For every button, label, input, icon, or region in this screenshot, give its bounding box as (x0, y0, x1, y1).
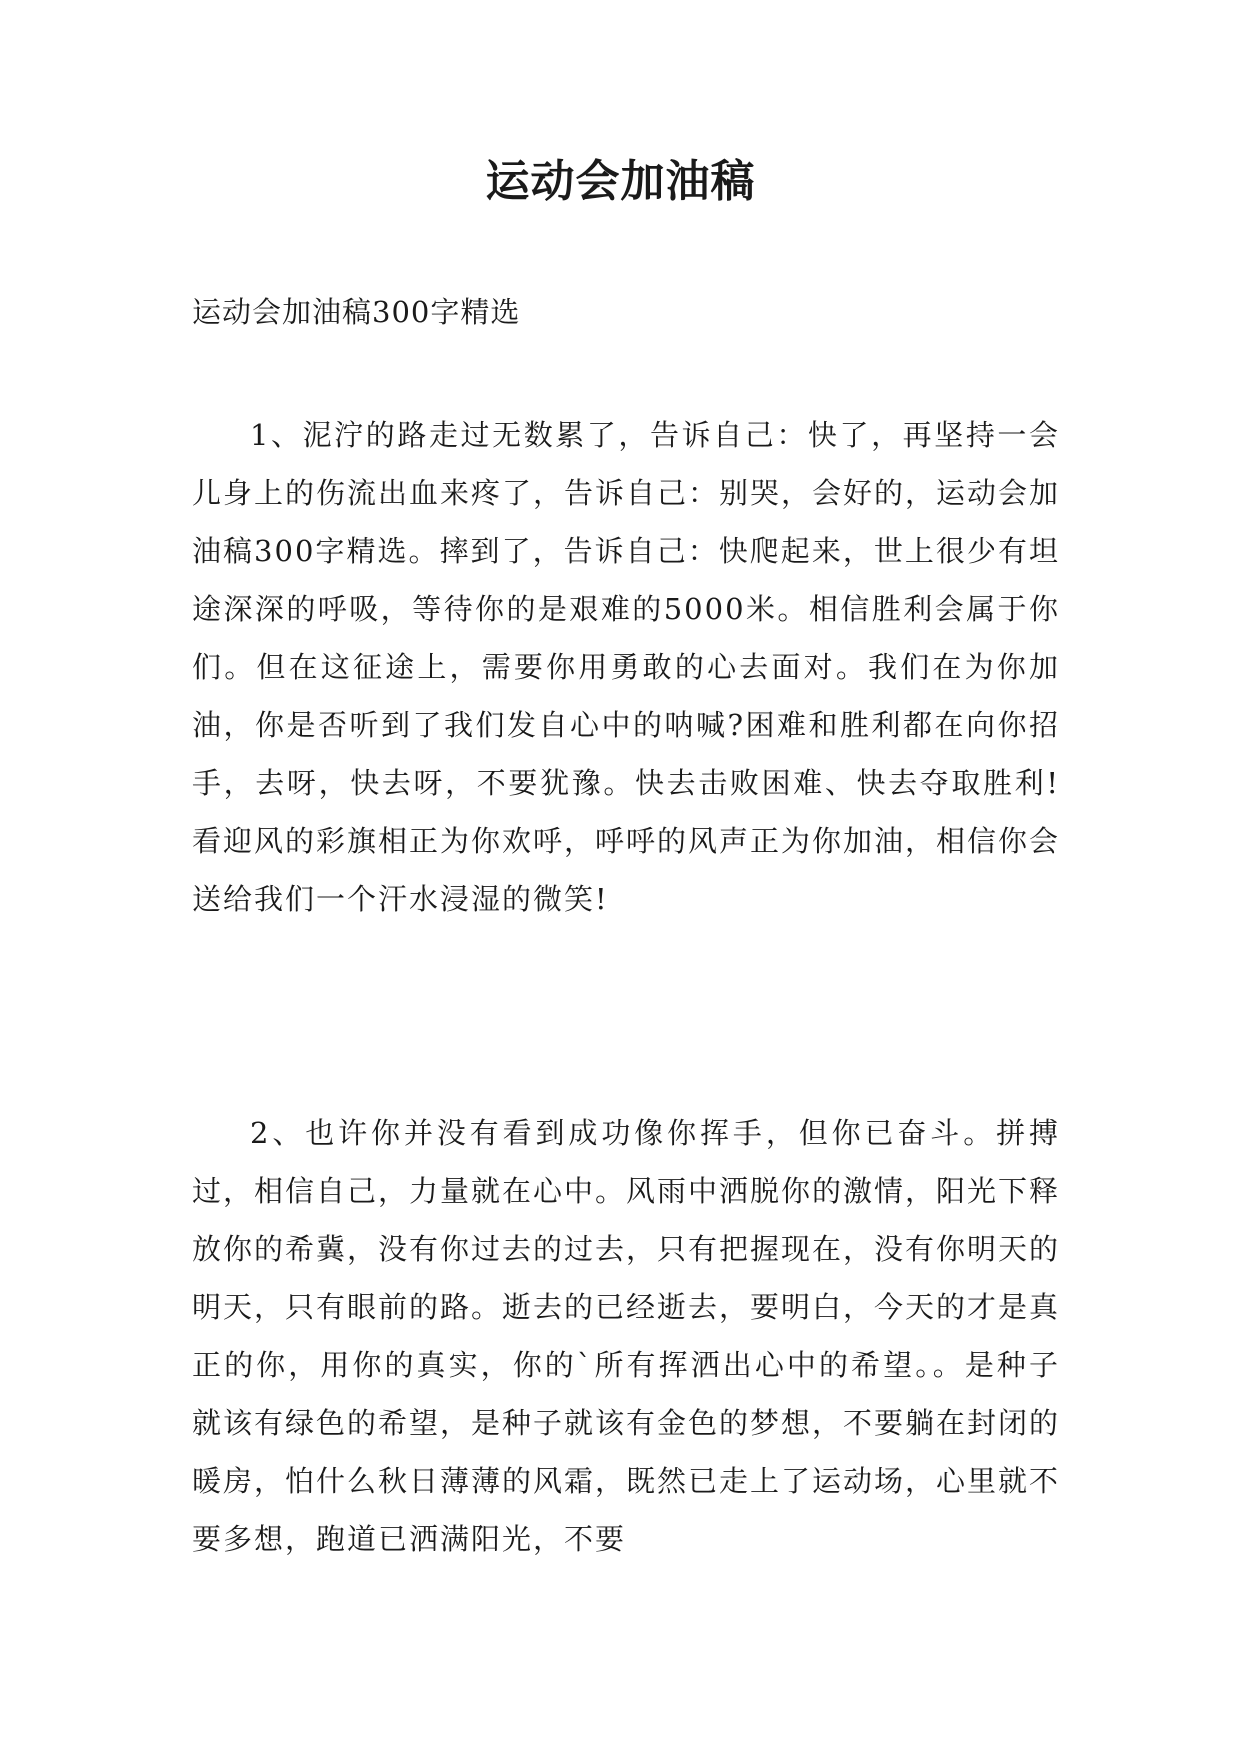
paragraph-1: 1、泥泞的路走过无数累了，告诉自己：快了，再坚持一会儿身上的伤流出血来疼了，告诉自己：别哭，会好的，运动会加油稿300字精选。摔到了，告诉自己：快爬起来，世上很少有坦途深深的呼吸，等待你的是艰难的5000米。相信胜利会属于你们。但在这征途上，需要你用勇敢的心去面对。我们在为你加油，你是否听到了我们发自心中的呐喊?困难和胜利都在向你招手，去呀，快去呀，不要犹豫。快去击败困难、快去夺取胜利!看迎风的彩旗相正为你欢呼，呼呼的风声正为你加油，相信你会送给我们一个汗水浸湿的微笑! (192, 418, 1061, 916)
document-subtitle: 运动会加油稿300字精选 (192, 295, 521, 329)
document-title: 运动会加油稿 (485, 156, 756, 207)
paragraph-2: 2、也许你并没有看到成功像你挥手，但你已奋斗。拼搏过，相信自己，力量就在心中。风雨中洒脱你的激情，阳光下释放你的希冀，没有你过去的过去，只有把握现在，没有你明天的明天，只有眼前的路。逝去的已经逝去，要明白，今天的才是真正的你，用你的真实，你的`所有挥洒出心中的希望。。是种子就该有绿色的希望，是种子就该有金色的梦想，不要躺在封闭的暖房，怕什么秋日薄薄的风霜，既然已走上了运动场，心里就不要多想，跑道已洒满阳光，不要 (192, 1116, 1061, 1556)
